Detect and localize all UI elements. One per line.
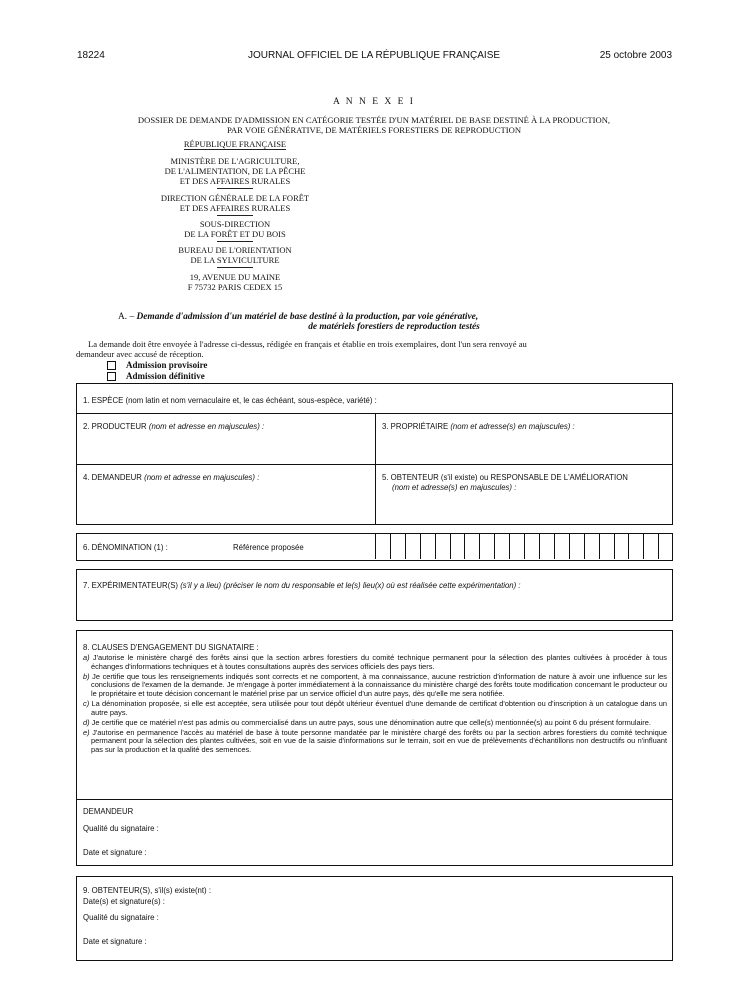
form-block-1-5 xyxy=(76,383,673,525)
address-ministry xyxy=(120,156,350,189)
address-republic xyxy=(120,139,350,149)
field-6-denomination-label: 6. DÉNOMINATION (1) : xyxy=(83,543,168,552)
clause-key: d) xyxy=(83,717,90,727)
field-7-note: (s'il y a lieu) (préciser le nom du responsable et le(s) lieu(x) où est réalisée cette expérimentation) : xyxy=(180,581,521,590)
divider xyxy=(375,413,376,524)
bureau-line-2: DE LA SYLVICULTURE xyxy=(190,255,280,265)
admission-final-label: Admission définitive xyxy=(126,371,205,381)
field-4-note: (nom et adresse en majuscules) : xyxy=(144,473,260,482)
field-4-title: 4. DEMANDEUR xyxy=(83,473,142,482)
denomination-cell[interactable] xyxy=(376,534,390,559)
field-3-title: 3. PROPRIÉTAIRE xyxy=(382,422,449,431)
field-4-applicant-label xyxy=(83,473,259,483)
denomination-cell[interactable] xyxy=(494,534,509,559)
field-2-title: 2. PRODUCTEUR xyxy=(83,422,147,431)
clause-text: Je certifie que tous les renseignements indiqués sont corrects et ne comportent, à ma connaissance, aucune restriction d'information de nature à avoir une influence sur les conclusions de l'examen de la demande. Je m'engage à porter immédiatement à la connaissance du ministère chargé des forêts toute modification concernant le producteur ou le propriétaire et toute décision concernant le matériel prise par un service officiel d'un autre pays, dès qu'elle me sera notifiée. xyxy=(91,671,667,698)
denomination-cell[interactable] xyxy=(479,534,494,559)
clause-key: a) xyxy=(83,653,90,662)
field-9-breeders-label: 9. OBTENTEUR(S), s'il(s) existe(nt) : xyxy=(83,886,211,895)
field-5-title: 5. OBTENTEUR (s'il existe) ou RESPONSABLE DE L'AMÉLIORATION xyxy=(382,473,628,482)
ministry-line-1: MINISTÈRE DE L'AGRICULTURE, xyxy=(170,156,300,166)
intro-line-2: demandeur avec accusé de réception. xyxy=(76,349,204,359)
bureau-line-1: BUREAU DE L'ORIENTATION xyxy=(178,245,292,255)
denomination-cell[interactable] xyxy=(628,534,643,559)
separator-rule xyxy=(217,267,253,268)
address-subdirection xyxy=(120,219,350,242)
subdir-line-2: DE LA FORÊT ET DU BOIS xyxy=(184,229,286,239)
clause-key: e) xyxy=(83,727,90,737)
denomination-cell[interactable] xyxy=(539,534,554,559)
denomination-cell[interactable] xyxy=(584,534,599,559)
field-3-note: (nom et adresse(s) en majuscules) : xyxy=(450,422,575,431)
direction-line-1: DIRECTION GÉNÉRALE DE LA FORÊT xyxy=(160,193,310,203)
annex-subtitle-1: DOSSIER DE DEMANDE D'ADMISSION EN CATÉGORIE TESTÉE D'UN MATÉRIEL DE BASE DESTINÉ À LA PRODUCTION, xyxy=(137,115,611,125)
denomination-cells xyxy=(376,534,673,559)
annex-subtitle-2: PAR VOIE GÉNÉRATIVE, DE MATÉRIELS FORESTIERS DE REPRODUCTION xyxy=(226,125,522,135)
issue-date: 25 octobre 2003 xyxy=(599,50,672,61)
field-1-species-label: 1. ESPÈCE (nom latin et nom vernaculaire et, le cas échéant, sous-espèce, variété) : xyxy=(83,396,377,405)
address-street xyxy=(120,272,350,292)
journal-title: JOURNAL OFFICIEL DE LA RÉPUBLIQUE FRANÇAISE xyxy=(247,50,501,61)
clause-text: La dénomination proposée, si elle est acceptée, sera utilisée pour tout dépôt ultérieur éventuel d'une demande de certificat d'obtention ou d'inscription à un catalogue dans un autre pays. xyxy=(91,698,667,717)
field-2-note: (nom et adresse en majuscules) : xyxy=(148,422,265,431)
denomination-cell[interactable] xyxy=(658,534,673,559)
field-6-reference-label: Référence proposée xyxy=(233,543,304,552)
denomination-cell[interactable] xyxy=(464,534,479,559)
denomination-cell[interactable] xyxy=(524,534,539,559)
field-8-clauses-label: 8. CLAUSES D'ENGAGEMENT DU SIGNATAIRE : xyxy=(83,643,259,652)
applicant-title: DEMANDEUR xyxy=(83,807,134,816)
clause-e xyxy=(82,729,667,755)
address-direction xyxy=(120,193,350,216)
separator-rule xyxy=(217,215,253,216)
field-7-title: 7. EXPÉRIMENTATEUR(S) xyxy=(83,581,179,590)
clause-d xyxy=(82,719,667,728)
denomination-cell[interactable] xyxy=(450,534,465,559)
clause-c xyxy=(82,700,667,717)
section-a-title-2: de matériels forestiers de reproduction testés xyxy=(308,322,480,332)
clause-text: J'autorise en permanence l'accès au matériel de base à toute personne mandatée par le ministère chargé des forêts ou par la section arbres forestiers du comité technique permanent pour la sélection des plantes cultivées, soit en vue de la saisie d'informations sur le terrain, soit en vue de prélèvements d'échantillons non destructifs ou n'influant pas sur la production et la qualité des semences. xyxy=(91,727,668,754)
denomination-cell[interactable] xyxy=(405,534,420,559)
denomination-cell[interactable] xyxy=(420,534,435,559)
clause-key: b) xyxy=(83,671,90,681)
denomination-cell[interactable] xyxy=(435,534,450,559)
ministry-line-2: DE L'ALIMENTATION, DE LA PÊCHE xyxy=(164,166,306,176)
denomination-cell[interactable] xyxy=(614,534,629,559)
annex-title: A N N E X E I xyxy=(333,97,415,107)
divider xyxy=(77,464,672,465)
clause-text: Je certifie que ce matériel n'est pas admis ou commercialisé dans un autre pays, sous une dénomination autre que celle(s) mentionnée(s) au point 6 du présent formulaire. xyxy=(91,717,651,727)
field-7-experimenter-label xyxy=(83,581,521,591)
section-a-title-1: Demande d'admission d'un matériel de base destiné à la production, par voie générative, xyxy=(136,312,479,322)
city-line: F 75732 PARIS CEDEX 15 xyxy=(187,282,283,292)
clause-b xyxy=(82,673,667,699)
subdir-line-1: SOUS-DIRECTION xyxy=(199,219,271,229)
form-block-9 xyxy=(76,876,673,961)
intro-line-1: La demande doit être envoyée à l'adresse ci-dessus, rédigée en français et établie en trois exemplaires, dont l'un sera renvoyé au xyxy=(88,339,527,349)
applicant-date-label: Date et signature : xyxy=(83,848,147,857)
denomination-cell[interactable] xyxy=(643,534,658,559)
page-number: 18224 xyxy=(77,50,105,61)
applicant-quality-label: Qualité du signataire : xyxy=(83,824,159,833)
field-9-quality-label: Qualité du signataire : xyxy=(83,913,159,922)
section-a-title xyxy=(118,312,478,322)
ministry-line-3: ET DES AFFAIRES RURALES xyxy=(179,176,291,186)
admission-provisional-checkbox[interactable] xyxy=(107,361,116,370)
direction-line-2: ET DES AFFAIRES RURALES xyxy=(179,203,291,213)
denomination-grid[interactable] xyxy=(375,534,673,559)
denomination-cell[interactable] xyxy=(390,534,405,559)
form-block-7 xyxy=(76,569,673,621)
separator-rule xyxy=(217,188,253,189)
field-3-owner-label xyxy=(382,422,575,432)
clause-key: c) xyxy=(83,698,90,708)
divider xyxy=(77,799,672,800)
admission-final-checkbox[interactable] xyxy=(107,372,116,381)
denomination-cell[interactable] xyxy=(554,534,569,559)
field-5-breeder-label xyxy=(382,473,662,492)
field-2-producer-label xyxy=(83,422,264,432)
address-bureau xyxy=(120,245,350,268)
form-block-8 xyxy=(76,630,673,866)
field-9-date-label: Date et signature : xyxy=(83,937,147,946)
clause-text: J'autorise le ministère chargé des forêts ainsi que la section arbres forestiers du comité technique permanent pour la sélection des plantes cultivées à procéder à tous échanges d'informations techniques et à toutes consultations auprès des services officiels des pays tiers. xyxy=(91,653,667,671)
form-block-6 xyxy=(76,533,673,561)
admission-provisional-label: Admission provisoire xyxy=(126,360,208,370)
denomination-cell[interactable] xyxy=(569,534,584,559)
clauses-list xyxy=(82,654,667,756)
denomination-cell[interactable] xyxy=(509,534,524,559)
clause-a xyxy=(82,654,667,671)
field-9-dates-label: Date(s) et signature(s) : xyxy=(83,897,165,906)
separator-rule xyxy=(217,241,253,242)
republic-label: RÉPUBLIQUE FRANÇAISE xyxy=(183,139,287,149)
street-line: 19, AVENUE DU MAINE xyxy=(189,272,281,282)
section-a-prefix: A. – xyxy=(118,312,135,322)
field-5-note: (nom et adresse(s) en majuscules) : xyxy=(392,482,517,492)
denomination-cell[interactable] xyxy=(599,534,614,559)
